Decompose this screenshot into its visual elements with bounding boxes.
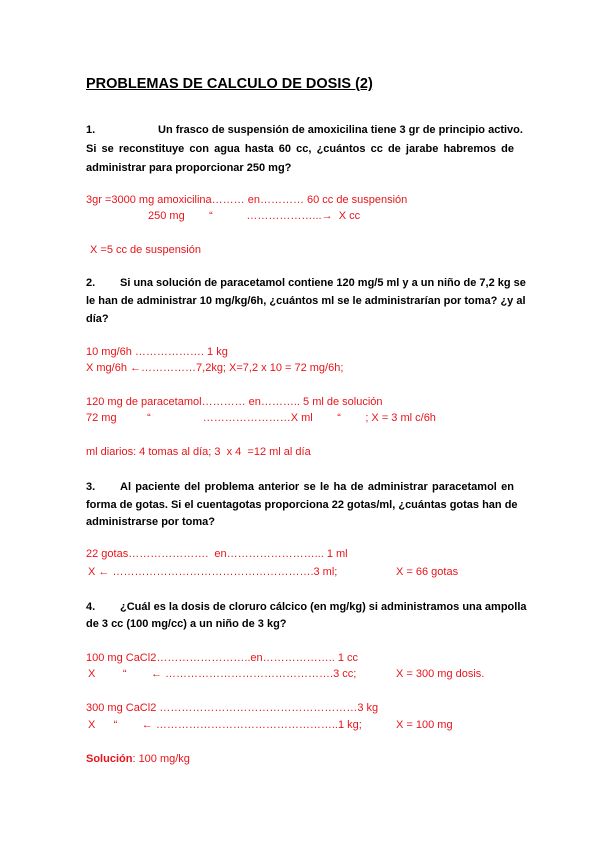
problem-3-answer-line-2: X ← ……………………………………………….3 ml;	[88, 566, 338, 578]
problem-3-question-line-1: Al paciente del problema anterior se le ha de administrar paracetamol en	[120, 481, 514, 493]
problem-2-answer-line-5: ml diarios: 4 tomas al día; 3 x 4 =12 ml al día	[86, 446, 311, 458]
problem-2-question-line-1: Si una solución de paracetamol contiene 120 mg/5 ml y a un niño de 7,2 kg se	[120, 277, 526, 289]
problem-1-number: 1.	[86, 124, 96, 136]
problem-4-answer-line-2: X “ ← ……………………………………….3 cc;	[88, 668, 357, 680]
problem-1-question-line-2: Si se reconstituye con agua hasta 60 cc, ¿cuántos cc de jarabe habremos de	[86, 143, 514, 155]
problem-3-number: 3.	[86, 481, 96, 493]
problem-2-answer-line-1: 10 mg/6h ………………. 1 kg	[86, 346, 228, 358]
problem-4-question-line-1: ¿Cuál es la dosis de cloruro cálcico (en mg/kg) si administramos una ampolla	[120, 601, 527, 613]
problem-4-question-line-2: de 3 cc (100 mg/cc) a un niño de 3 kg?	[86, 618, 287, 630]
problem-4-result-1: X = 300 mg dosis.	[396, 668, 485, 680]
problem-1-answer-line-2: 250 mg “ ………………...→ X cc	[148, 210, 361, 222]
problem-3-result: X = 66 gotas	[396, 566, 459, 578]
problem-4-number: 4.	[86, 601, 96, 613]
problem-3-answer-line-1: 22 gotas…………………. en……………………... 1 ml	[86, 548, 348, 560]
problem-4-answer-line-1: 100 mg CaCl2……………………..en……………….. 1 cc	[86, 652, 359, 664]
problem-2-answer-line-4: 72 mg “ ……………………X ml “ ; X = 3 ml c/6h	[86, 412, 436, 424]
problem-2-number: 2.	[86, 277, 96, 289]
solution-label: Solución	[86, 753, 133, 765]
problem-4-result-2: X = 100 mg	[396, 719, 453, 731]
problem-3-question-line-2: forma de gotas. Si el cuentagotas proporciona 22 gotas/ml, ¿cuántas gotas han de	[86, 499, 518, 511]
problem-1-question-line-1: Un frasco de suspensión de amoxicilina tiene 3 gr de principio activo.	[158, 124, 523, 136]
problem-4-solution	[86, 752, 190, 766]
problem-2-question-line-2: le han de administrar 10 mg/kg/6h, ¿cuántos ml se le administrarían por toma? ¿y al	[86, 295, 526, 307]
problem-1-answer-line-1: 3gr =3000 mg amoxicilina……… en………… 60 cc de suspensión	[86, 194, 408, 206]
problem-3-question-line-3: administrarse por toma?	[86, 516, 215, 528]
solution-value: : 100 mg/kg	[132, 753, 190, 765]
problem-4-answer-line-3: 300 mg CaCl2 ………………………………………………3 kg	[86, 702, 379, 714]
problem-1-answer-line-3: X =5 cc de suspensión	[90, 244, 201, 256]
problem-2-answer-line-2: X mg/6h ←……………7,2kg; X=7,2 x 10 = 72 mg/6h;	[86, 362, 344, 374]
page-title: PROBLEMAS DE CALCULO DE DOSIS (2)	[86, 76, 373, 92]
problem-2-question-line-3: día?	[86, 313, 109, 325]
problem-2-answer-line-3: 120 mg de paracetamol………… en……….. 5 ml de solución	[86, 396, 383, 408]
problem-4-answer-line-4: X “ ← …………………………………………..1 kg;	[88, 719, 362, 731]
problem-1-question-line-3: administrar para proporcionar 250 mg?	[86, 162, 292, 174]
